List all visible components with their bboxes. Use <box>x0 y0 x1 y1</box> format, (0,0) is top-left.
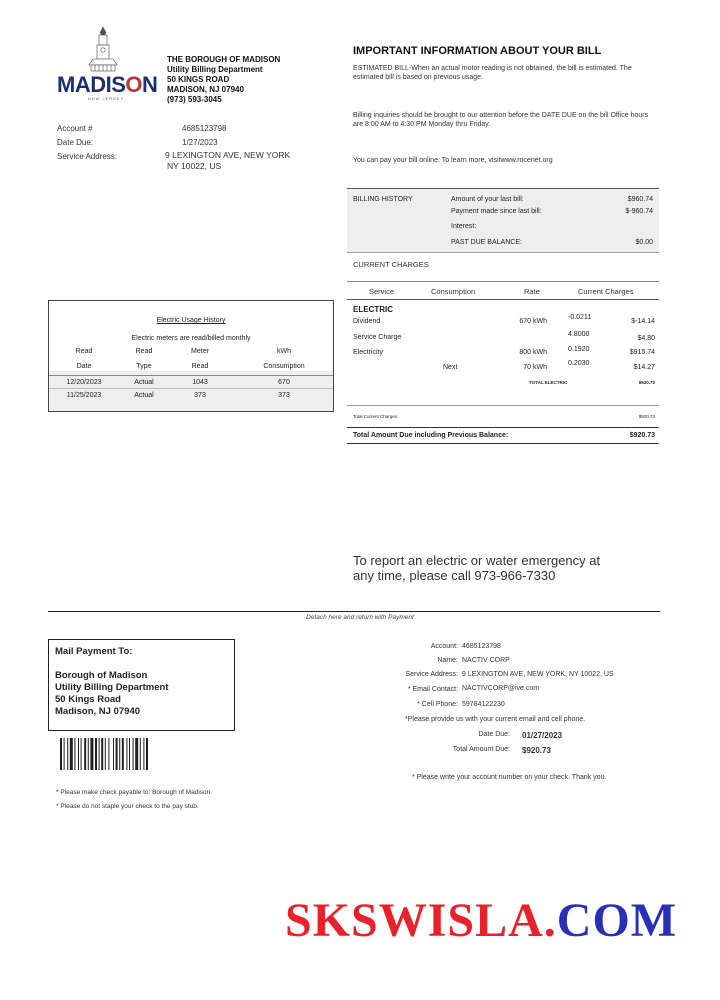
stub-date-label: Date Due: <box>478 731 510 738</box>
stub-total-label: Total Amount Due: <box>452 746 510 753</box>
watermark-dot: . <box>543 894 557 947</box>
stub-service-value: 9 LEXINGTON AVE, NEW YORK, NY 10022, US <box>462 671 614 678</box>
charge-consumption: 800 kWh <box>519 349 547 356</box>
payable-note: * Please make check payable to: Borough of Madison. <box>56 789 213 796</box>
detach-text: Detach here and return with Payment <box>306 614 414 621</box>
uh-col-header: kWh <box>277 348 291 355</box>
logo-subtitle: NEW JERSEY <box>88 96 125 101</box>
date-due-label: Date Due: <box>57 138 94 147</box>
current-charges-label: CURRENT CHARGES <box>353 260 429 269</box>
emergency-notice <box>353 553 600 583</box>
borough-street: 50 KINGS ROAD <box>167 75 230 84</box>
uh-col-header: Consumption <box>263 363 305 370</box>
total-due-label: Total Amount Due including Previous Balance: <box>353 432 509 439</box>
billing-history-box <box>347 188 659 253</box>
mail-line2: Utility Billing Department <box>55 682 169 693</box>
bh-row-label: Amount of your last bill: <box>451 196 524 203</box>
barcode <box>60 738 176 770</box>
emergency-line1: To report an electric or water emergency at <box>353 553 601 568</box>
watermark-blue: COM <box>556 894 678 947</box>
detach-line <box>48 611 660 612</box>
borough-city: MADISON, NJ 07940 <box>167 85 244 94</box>
uh-col-header: Meter <box>191 348 209 355</box>
emergency-line2: any time, please call 973-966-7330 <box>353 568 556 583</box>
billing-history-label: BILLING HISTORY <box>353 196 413 203</box>
uh-col-header: Read <box>75 348 93 355</box>
stub-account-value: 4685123798 <box>462 643 501 650</box>
charge-rate: -0.0211 <box>568 314 592 321</box>
col-consumption: Consumption <box>431 287 476 296</box>
total-due-value: $920.73 <box>629 432 655 439</box>
charge-service: Dividend <box>353 318 381 325</box>
staple-note: * Please do not staple your check to the pay stub. <box>56 803 199 810</box>
col-rate: Rate <box>524 287 540 296</box>
account-label: Account # <box>57 124 93 133</box>
uh-cell: 670 <box>278 379 290 386</box>
total-electric-label: TOTAL ELECTRIC <box>529 380 568 385</box>
usage-history-subtitle: Electric meters are read/billed monthly <box>131 335 251 342</box>
watermark <box>285 893 677 948</box>
service-address-line2: NY 10022, US <box>167 161 222 171</box>
charge-amount: $4.80 <box>637 335 655 342</box>
stub-account-label: Account: <box>430 643 458 650</box>
account-value: 4685123798 <box>182 124 227 133</box>
col-current-charges: Current Charges <box>578 287 634 296</box>
borough-phone: (973) 593-3045 <box>167 95 222 104</box>
pay-online-note: You can pay your bill online. To learn more, visitwww.rocenet.org <box>353 157 553 164</box>
charge-consumption: 70 kWh <box>523 364 547 371</box>
logo-wordmark: MADISON <box>57 72 158 97</box>
uh-col-header: Read <box>135 348 153 355</box>
col-service: Service <box>369 287 395 296</box>
uh-cell: Actual <box>134 392 154 399</box>
uh-cell: 1043 <box>192 379 208 386</box>
uh-cell: 373 <box>278 392 290 399</box>
stub-name-label: Name: <box>437 657 458 664</box>
stub-name-value: NACTIV CORP <box>462 657 510 664</box>
uh-col-header: Type <box>136 363 152 370</box>
stub-phone-label: * Cell Phone: <box>417 701 458 708</box>
charge-service: Electricity <box>353 349 383 356</box>
mail-line3: 50 Kings Road <box>55 694 121 705</box>
bh-row-value: $-960.74 <box>625 208 653 215</box>
mail-address <box>55 670 168 718</box>
estimated-bill-note: ESTIMATED BILL-When an actual motor reading is not obtained, the bill is estimated. The estimated bill is based on previous usage. <box>353 65 632 81</box>
borough-address <box>167 55 280 105</box>
section-electric: ELECTRIC <box>353 305 393 314</box>
bh-row-value: $960.74 <box>627 196 653 203</box>
stub-write-note: * Please write your account number on your check. Thank you. <box>412 774 607 781</box>
billing-inquiries-note: Billing inquiries should be brought to our attention before the DATE DUE on the bill Office hours are 8:00 AM to 4:30 PM Monday thru Friday. <box>353 112 649 128</box>
total-current-label: Total Current Charges <box>353 414 398 419</box>
total-current-value: $920.73 <box>638 414 655 419</box>
uh-cell: 11/25/2023 <box>66 392 102 399</box>
service-address-label: Service Address: <box>57 152 118 161</box>
stub-email-label: * Email Contact: <box>407 686 458 693</box>
bh-row-label: Payment made since last bill: <box>451 208 542 215</box>
charge-next: Next <box>443 364 458 371</box>
charge-amount: $14.27 <box>633 364 655 371</box>
charge-rate: 0.2030 <box>568 360 590 367</box>
mail-line4: Madison, NJ 07940 <box>55 706 141 717</box>
bh-row-label: PAST DUE BALANCE: <box>451 239 522 246</box>
charge-amount: $915.74 <box>629 349 655 356</box>
date-due-value: 1/27/2023 <box>182 138 218 147</box>
charge-service: Service Charge <box>353 334 402 341</box>
mail-line1: Borough of Madison <box>55 670 148 681</box>
uh-cell: Actual <box>134 379 154 386</box>
mail-payment-label: Mail Payment To: <box>55 646 133 657</box>
charge-rate: 4.8000 <box>568 331 590 338</box>
info-title: IMPORTANT INFORMATION ABOUT YOUR BILL <box>353 45 602 57</box>
charge-amount: $-14.14 <box>631 318 655 325</box>
borough-department: Utility Billing Department <box>167 65 263 74</box>
charge-consumption: 670 kWh <box>519 318 547 325</box>
stub-total-value: $920.73 <box>522 746 551 755</box>
borough-name: THE BOROUGH OF MADISON <box>167 55 281 64</box>
uh-cell: 373 <box>194 392 206 399</box>
stub-date-value: 01/27/2023 <box>522 731 563 740</box>
bh-row-value: $0.00 <box>635 239 653 246</box>
stub-phone-value: 59784122230 <box>462 701 505 708</box>
stub-email-value: NACTIVCORP@ive.com <box>462 685 540 692</box>
charge-rate: 0.1920 <box>568 346 590 353</box>
watermark-red: SKSWISLA <box>285 894 544 947</box>
mail-payment-box <box>48 639 235 731</box>
bh-row-label: Interest: <box>451 223 477 230</box>
total-electric-value: $920.73 <box>638 380 655 385</box>
service-address-line1: 9 LEXINGTON AVE, NEW YORK <box>165 150 291 160</box>
usage-history-box <box>48 300 334 412</box>
usage-history-rows <box>49 371 333 411</box>
uh-cell: 12/20/2023 <box>66 379 102 386</box>
stub-service-label: Service Address: <box>405 671 458 678</box>
uh-col-header: Date <box>76 363 92 370</box>
uh-col-header: Read <box>191 363 209 370</box>
usage-history-title: Electric Usage History <box>156 317 226 324</box>
stub-provide-note: *Please provide us with your current email and cell phone. <box>405 716 586 723</box>
